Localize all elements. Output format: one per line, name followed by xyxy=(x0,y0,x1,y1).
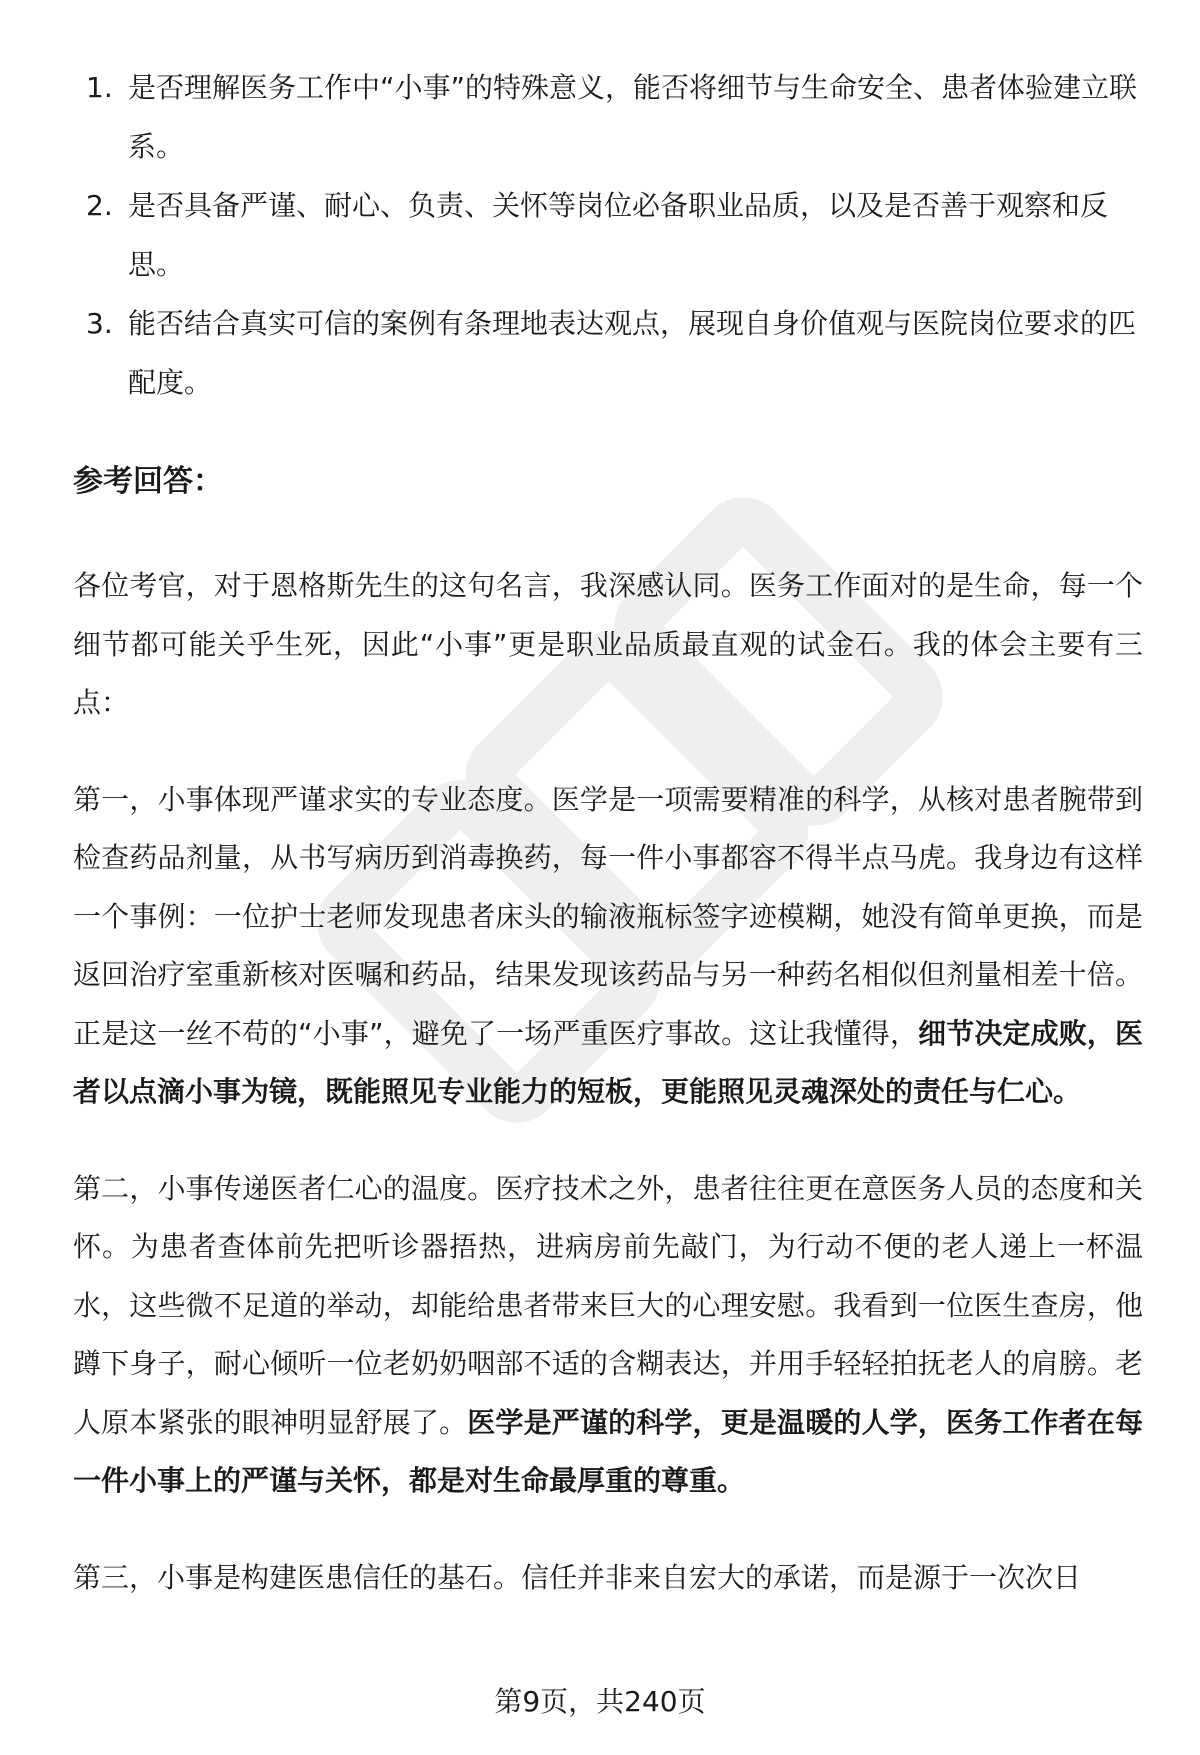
criteria-number: 2. xyxy=(86,189,113,222)
main-content xyxy=(73,58,1143,1607)
page-number-footer: 第9页，共240页 xyxy=(494,1685,706,1718)
criteria-number: 1. xyxy=(86,71,113,104)
criteria-text: 是否理解医务工作中“小事”的特殊意义，能否将细节与生命安全、患者体验建立联系。 xyxy=(128,71,1138,163)
evaluation-criteria-list xyxy=(73,58,1143,412)
answer-heading: 参考回答： xyxy=(73,464,223,499)
point-one-paragraph xyxy=(73,771,1143,1122)
point-two-emphasis: 医学是严谨的科学，更是温暖的人学，医务工作者在每一件小事上的严谨与关怀，都是对生命最厚重的尊重。 xyxy=(73,1405,1143,1497)
point-two-paragraph xyxy=(73,1160,1143,1511)
criteria-item xyxy=(73,176,1143,294)
criteria-item xyxy=(73,58,1143,176)
intro-paragraph: 各位考官，对于恩格斯先生的这句名言，我深感认同。医务工作面对的是生命，每一个细节都可能关乎生死，因此“小事”更是职业品质最直观的试金石。我的体会主要有三点： xyxy=(73,569,1143,719)
point-one-text: 第一，小事体现严谨求实的专业态度。医学是一项需要精准的科学，从核对患者腕带到检查药品剂量，从书写病历到消毒换药，每一件小事都容不得半点马虎。我身边有这样一个事例：一位护士老师发现患者床头的输液瓶标签字迹模糊，她没有简单更换，而是返回治疗室重新核对医嘱和药品，结果发现该药品与另一种药名相似但剂量相差十倍。正是这一丝不苟的“小事”，避免了一场严重医疗事故。这让我懂得， xyxy=(73,782,1143,1050)
criteria-item xyxy=(73,294,1143,412)
point-three-paragraph: 第三，小事是构建医患信任的基石。信任并非来自宏大的承诺，而是源于一次次日 xyxy=(73,1560,1082,1594)
point-one-emphasis: 细节决定成败，医者以点滴小事为镜，既能照见专业能力的短板，更能照见灵魂深处的责任与仁心。 xyxy=(73,1016,1143,1108)
point-two-text: 第二，小事传递医者仁心的温度。医疗技术之外，患者往往更在意医务人员的态度和关怀。为患者查体前先把听诊器捂热，进病房前先敲门，为行动不便的老人递上一杯温水，这些微不足道的举动，却能给患者带来巨大的心理安慰。我看到一位医生查房，他蹲下身子，耐心倾听一位老奶奶咽部不适的含糊表达，并用手轻轻拍抚老人的肩膀。老人原本紧张的眼神明显舒展了。 xyxy=(73,1171,1143,1439)
criteria-text: 是否具备严谨、耐心、负责、关怀等岗位必备职业品质，以及是否善于观察和反思。 xyxy=(128,189,1109,281)
criteria-number: 3. xyxy=(86,307,113,340)
criteria-text: 能否结合真实可信的案例有条理地表达观点，展现自身价值观与医院岗位要求的匹配度。 xyxy=(128,307,1137,399)
